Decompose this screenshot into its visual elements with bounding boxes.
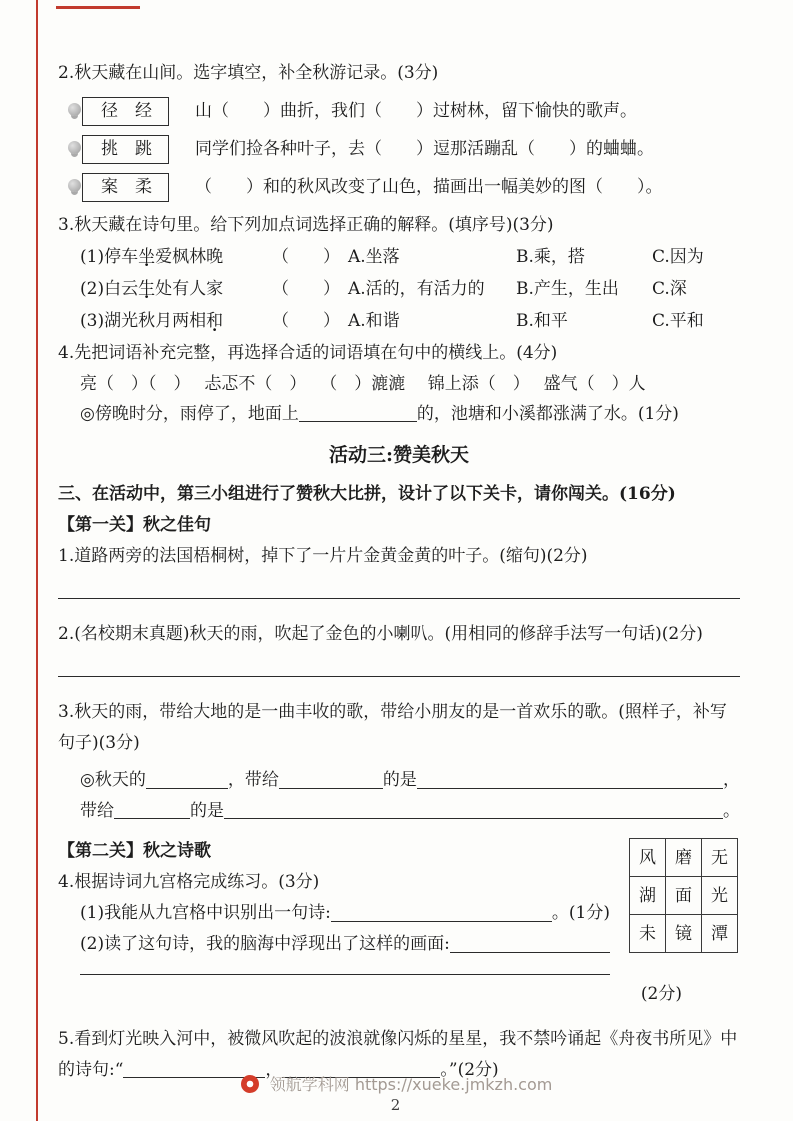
poem-text: (2)白云 (80, 278, 139, 299)
mascot-stamp-icon (68, 179, 81, 192)
s2-question: 2.(名校期末真题)秋天的雨，吹起了金色的小喇叭。(用相同的修辞手法写一句话)(2分) (58, 623, 703, 644)
q3-option-b-3: B.和平 (516, 311, 568, 332)
q2-sentence-3: （ ）和的秋风改变了山色，描画出一幅美妙的图（ ）。 (195, 176, 663, 197)
grid-cell: 磨 (666, 839, 702, 877)
q3-item-1 (58, 241, 740, 273)
s4-sub1 (58, 898, 610, 929)
s4-text: (1)我能从九宫格中识别出一句诗: (80, 903, 331, 924)
q3-option-c-1: C.因为 (652, 246, 704, 267)
top-edge-line (56, 6, 140, 9)
mascot-stamp-icon (68, 103, 81, 116)
poem-text: (1)停车 (80, 246, 139, 267)
s1-question: 1.道路两旁的法国梧桐树，掉下了一片片金黄金黄的叶子。(缩句)(2分) (58, 545, 588, 566)
q3-option-c-3: C.平和 (652, 311, 704, 332)
answer-blank (417, 788, 723, 789)
answer-blank (224, 818, 723, 819)
q3-answer-paren-1: （ ） (272, 246, 340, 267)
s3-text: 。 (723, 800, 740, 821)
s5-text: 。”(2分) (440, 1060, 499, 1081)
poem-text: 处有人家 (155, 278, 224, 299)
q2-row-2 (82, 134, 740, 165)
q3-option-c-2: C.深 (652, 278, 687, 299)
s3-text: 的是 (382, 769, 417, 790)
watermark-site-name: 领航学科网 (269, 1075, 350, 1094)
s4-score: (2分) (640, 984, 682, 1005)
worksheet-content (58, 58, 740, 1086)
s3-text: ， (723, 769, 740, 790)
grid-cell: 光 (702, 877, 738, 915)
q3-answer-paren-3: （ ） (272, 311, 340, 332)
answer-line (58, 598, 740, 599)
grid-cell: 湖 (630, 877, 666, 915)
answer-line (80, 974, 610, 975)
q2-choices-1: 径 经 (101, 100, 152, 121)
q3-item-2 (58, 273, 740, 305)
answer-blank (146, 788, 228, 789)
q3-poem-3 (80, 305, 272, 337)
q3-option-b-2: B.产生，生出 (516, 278, 619, 299)
page-number: 2 (390, 1096, 403, 1114)
q4-sentence-pre: ◎傍晚时分，雨停了，地面上 (80, 404, 299, 425)
grid-cell: 面 (666, 877, 702, 915)
answer-line (58, 676, 740, 677)
dotted-char: 和 (206, 311, 224, 332)
poem-text: (3)湖光秋月两相 (80, 311, 207, 332)
s4-title: 4.根据诗词九宫格完成练习。(3分) (58, 872, 320, 893)
grid-cell: 未 (630, 915, 666, 953)
q4-word-bank: 亮（ ）（ ） 忐忑不（ ） （ ）漉漉 锦上添（ ） 盛气（ ）人 (80, 373, 646, 394)
q2-row-1 (82, 96, 740, 127)
s4-sub2 (58, 929, 610, 960)
q2-title: 2.秋天藏在山间。选字填空，补全秋游记录。(3分) (58, 63, 439, 83)
q2-choice-box-2 (82, 135, 169, 165)
grid-cell: 镜 (666, 915, 702, 953)
s3-text: ◎秋天的 (80, 769, 146, 790)
answer-blank (114, 818, 190, 819)
s5-text: 5.看到灯光映入河中，被微风吹起的波浪就像闪烁的星星，我不禁吟诵起《舟夜书所见》中的诗句:“ (58, 1029, 738, 1081)
q3-item-3 (58, 305, 740, 337)
q3-answer-paren-2: （ ） (272, 278, 340, 299)
grid-cell: 潭 (702, 915, 738, 953)
section3-title: 三、在活动中，第三小组进行了赞秋大比拼，设计了以下关卡，请你闯关。(16分) (58, 483, 676, 504)
dotted-char: 生 (138, 278, 156, 299)
answer-blank (279, 788, 383, 789)
s3-text: ，带给 (227, 769, 279, 790)
s3-question: 3.秋天的雨，带给大地的是一曲丰收的歌，带给小朋友的是一首欢乐的歌。(照样子，补写句子)(3分) (58, 701, 727, 753)
q3-title: 3.秋天藏在诗句里。给下列加点词选择正确的解释。(填序号)(3分) (58, 214, 554, 235)
gate1-heading: 【第一关】秋之佳句 (58, 514, 211, 535)
q2-sentence-1: 山（ ）曲折，我们（ ）过树林，留下愉快的歌声。 (195, 100, 637, 121)
answer-blank (299, 405, 417, 423)
grid-cell: 无 (702, 839, 738, 877)
q3-poem-2 (80, 273, 272, 305)
grid-cell: 风 (630, 839, 666, 877)
left-margin-line (36, 0, 38, 1121)
s3-text: 的是 (190, 800, 224, 821)
q2-choice-box-1 (82, 97, 169, 127)
q2-row-3 (82, 172, 740, 203)
s3-answer-line-2 (58, 796, 740, 827)
poem-text: 爱枫林晚 (155, 246, 224, 267)
q3-option-a-3: A.和谐 (348, 311, 400, 332)
answer-blank (450, 952, 610, 953)
s5-text: ， (265, 1060, 283, 1081)
s4-text: 。(1分) (551, 903, 610, 924)
site-logo-icon (241, 1075, 259, 1093)
q3-poem-1 (80, 241, 272, 273)
s3-text: 带给 (80, 800, 114, 821)
poem-nine-grid (629, 838, 738, 953)
watermark (0, 1072, 793, 1095)
q2-choice-box-3 (82, 173, 169, 203)
s3-answer-line-1 (58, 765, 740, 796)
gate2-section (58, 836, 740, 1010)
answer-blank (331, 921, 552, 922)
q4-title: 4.先把词语补充完整，再选择合适的词语填在句中的横线上。(4分) (58, 342, 558, 363)
activity3-heading: 活动三:赞美秋天 (328, 444, 469, 467)
s4-text: (2)读了这句诗，我的脑海中浮现出了这样的画面: (80, 934, 450, 955)
q2-sentence-2: 同学们捡各种叶子，去（ ）逗那活蹦乱（ ）的蛐蛐。 (195, 138, 654, 159)
dotted-char: 坐 (138, 246, 156, 267)
q3-option-a-1: A.坐落 (348, 246, 400, 267)
q3-option-b-1: B.乘，搭 (516, 246, 585, 267)
q4-sentence (58, 399, 740, 430)
gate2-heading: 【第二关】秋之诗歌 (58, 841, 211, 862)
watermark-url: https://xueke.jmkzh.com (354, 1075, 553, 1094)
mascot-stamp-icon (68, 141, 81, 154)
q2-choices-2: 挑 跳 (101, 138, 152, 159)
q4-sentence-post: 的，池塘和小溪都涨满了水。(1分) (416, 404, 679, 425)
q2-choices-3: 案 柔 (101, 176, 152, 197)
q3-option-a-2: A.活的，有活力的 (348, 278, 485, 299)
